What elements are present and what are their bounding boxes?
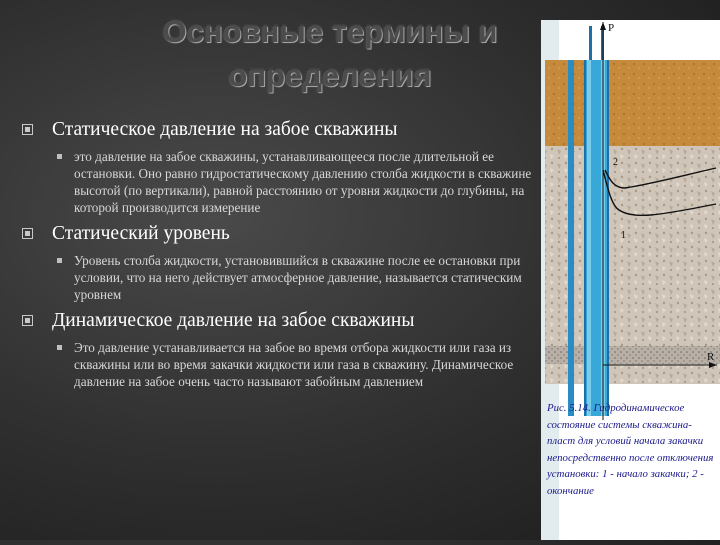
figure-caption: Рис. 5.14. Гидродинамическое состояние системы скважина-пласт для условий начала закачки непосредственно после отключения установки: 1 - начало закачки; 2 - окончание [547,402,714,497]
slide-title: Основные термины и определения [162,14,498,93]
heading-text: Статический уровень [52,223,230,244]
square-bullet-icon [22,315,33,326]
small-bullet-icon [57,258,62,263]
body-text: это давление на забое скважины, устанавливающееся после длительной ее остановки. Оно равно гидростатическому давлению столба жидкости в скважине высотой (по вертикали), равной расстоянию от уровня жидкости до глубины, на которой производится измерение [74,149,532,215]
curve-2-label: 2 [613,157,618,168]
curve-1-label: 1 [621,230,626,241]
small-bullet-icon [57,345,62,350]
heading-text: Динамическое давление на забое скважины [52,310,415,331]
p-axis-label: P [608,22,615,34]
well-inner-left [587,60,591,416]
section-heading-static-pressure [22,118,532,142]
body-text: Это давление устанавливается на забое во время отбора жидкости или газа из скважины или во время закачки жидкости или газа в скважину. Динамическое давление на забое очень часто называют забойным давлением [74,340,514,389]
section-text-dynamic-pressure [22,339,532,390]
slide-content [22,112,532,396]
r-axis-label: R [707,351,715,363]
section-heading-static-level [22,222,532,246]
square-bullet-icon [22,228,33,239]
section-text-static-pressure [22,148,532,216]
section-text-static-level [22,252,532,303]
heading-text: Статическое давление на забое скважины [52,119,398,140]
body-text: Уровень столба жидкости, установившийся в скважине после ее остановки при условии, что на него действует атмосферное давление, называется статическим уровнем [74,253,522,302]
section-heading-dynamic-pressure [22,309,532,333]
square-bullet-icon [22,124,33,135]
small-bullet-icon [57,154,62,159]
